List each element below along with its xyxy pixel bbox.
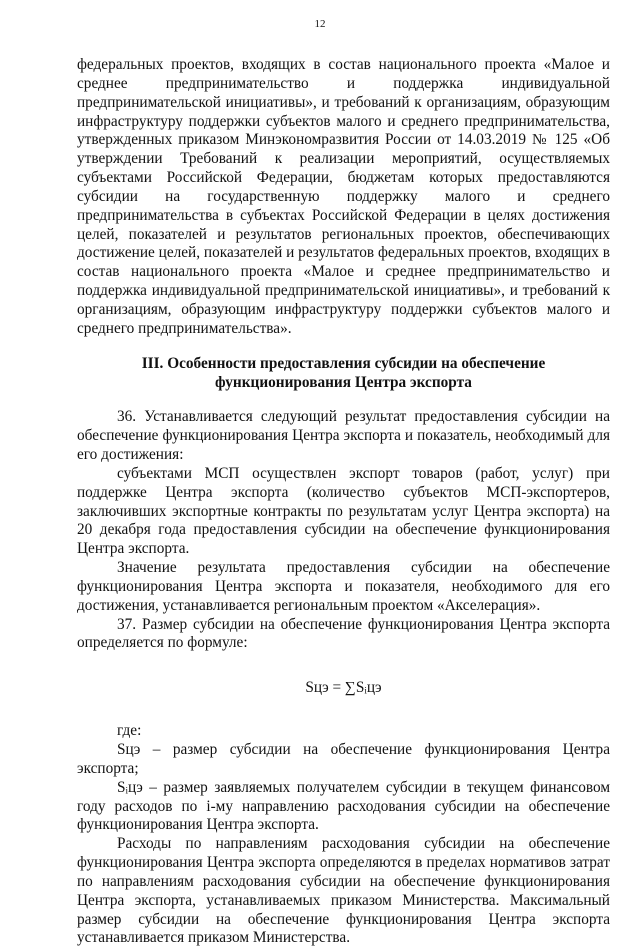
paragraph-37: 37. Размер субсидии на обеспечение функционирования Центра экспорта определяется по формуле: bbox=[77, 615, 610, 652]
section-heading bbox=[77, 355, 610, 393]
paragraph-36-result: субъектами МСП осуществлен экспорт товаров (работ, услуг) при поддержке Центра экспорта (количество субъектов МСП-экспортеров, заключивших экспортные контракты по результатам услуг Центра экспорта) на 20 декабря года предоставления субсидии на обеспечение функционирования Центра экспорта. bbox=[77, 464, 610, 558]
definition-total: Sцэ – размер субсидии на обеспечение функционирования Центра экспорта; bbox=[77, 741, 610, 777]
paragraph-intro: федеральных проектов, входящих в состав национального проекта «Малое и среднее предпринимательство и поддержка индивидуальной предпринимательской инициативы», и требований к организациям, образующим инфраструктуру поддержки субъектов малого и среднего предпринимательства, утвержденных приказом Минэкономразвития России от 14.03.2019 № 125 «Об утверждении Требований к реализации мероприятий, осуществляемых субъектами Российской Федерации, бюджетам которых предоставляются субсидии на государственную поддержку малого и среднего предпринимательства в субъектах Российской Федерации в целях достижения целей, показателей и результатов региональных проектов, обеспечивающих достижение целей, показателей и результатов федеральных проектов, входящих в состав национального проекта «Малое и среднее предпринимательство и поддержка индивидуальной предпринимательской инициативы», и требований к организациям, образующим инфраструктуру поддержки субъектов малого и среднего предпринимательства». bbox=[77, 56, 610, 337]
section-heading-line-2: функционирования Центра экспорта bbox=[215, 373, 472, 391]
paragraph-36: 36. Устанавливается следующий результат предоставления субсидии на обеспечение функционирования Центра экспорта и показатель, необходимый для его достижения: bbox=[77, 408, 610, 464]
page-number: 12 bbox=[314, 18, 326, 30]
where-label: где: bbox=[117, 722, 142, 740]
definition-item: Sᵢцэ – размер заявляемых получателем субсидии в текущем финансовом году расходов по i-му направлению расходования субсидии на обеспечение функционирования Центра экспорта. bbox=[77, 778, 610, 834]
paragraph-36-value: Значение результата предоставления субсидии на обеспечение функционирования Центра экспорта и показателя, необходимого для его достижения, устанавливается региональным проектом «Акселерация». bbox=[77, 559, 610, 614]
formula: Sцэ = ∑Sᵢцэ bbox=[305, 679, 382, 697]
document-body bbox=[77, 56, 610, 948]
paragraph-final: Расходы по направлениям расходования субсидии на обеспечение функционирования Центра экспорта определяются в пределах нормативов затрат по направлениям расходования субсидии на обеспечение функционирования Центра экспорта, устанавливаемых приказом Министерства. Максимальный размер субсидии на обеспечение функционирования Центра экспорта устанавливается приказом Министерства. bbox=[77, 835, 610, 947]
section-heading-line-1: III. Особенности предоставления субсидии на обеспечение bbox=[141, 354, 546, 372]
